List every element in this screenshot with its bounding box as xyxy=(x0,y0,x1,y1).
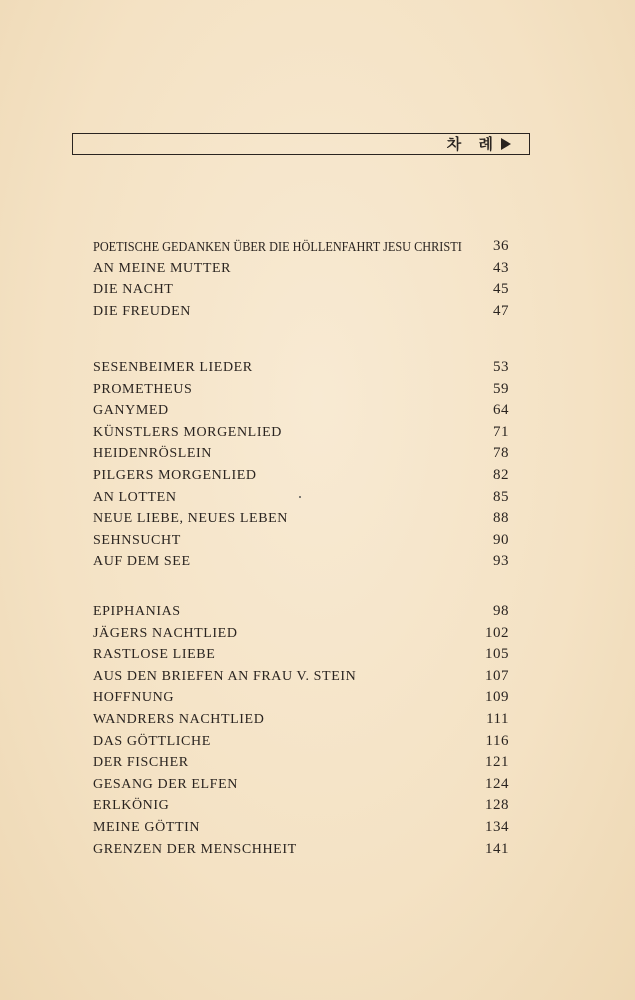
toc-entry-title: RASTLOSE LIEBE xyxy=(93,647,216,663)
toc-entry[interactable] xyxy=(93,465,509,487)
paper-speck xyxy=(299,496,301,498)
toc-entry-title: AN MEINE MUTTER xyxy=(93,260,232,276)
toc-entry-title: POETISCHE GEDANKEN ÜBER DIE HÖLLENFAHRT JESU CHRISTI xyxy=(93,239,462,254)
toc-entry-page: 124 xyxy=(485,775,509,792)
toc-entry-title: SESENBEIMER LIEDER xyxy=(93,360,253,375)
toc-entry-title: HEIDENRÖSLEIN xyxy=(93,446,213,462)
toc-entry-title: EPIPHANIAS xyxy=(93,604,181,619)
toc-entry-title: NEUE LIEBE, NEUES LEBEN xyxy=(93,511,288,527)
toc-entry-page: 53 xyxy=(493,359,509,375)
toc-entry-title: DIE FREUDEN xyxy=(93,303,191,319)
toc-entry-title: DER FISCHER xyxy=(93,755,189,771)
toc-entry[interactable] xyxy=(93,687,509,709)
toc-entry-title: WANDRERS NACHTLIED xyxy=(93,711,265,727)
toc-entry[interactable] xyxy=(93,666,509,688)
toc-entry-page: 47 xyxy=(493,302,509,319)
toc-entry-title: GESANG DER ELFEN xyxy=(93,776,238,792)
toc-entry[interactable] xyxy=(93,623,509,645)
toc-entry-page: 45 xyxy=(493,281,509,298)
toc-entry[interactable] xyxy=(93,508,509,530)
toc-entry-page: 59 xyxy=(493,380,509,397)
toc-entry-page: 111 xyxy=(486,710,509,727)
contents-header xyxy=(447,134,511,154)
toc-entry-title: GANYMED xyxy=(93,403,169,419)
toc-entry[interactable] xyxy=(93,487,509,509)
toc-entry-title: DIE NACHT xyxy=(93,282,174,298)
toc-entry[interactable] xyxy=(93,279,509,301)
toc-entry[interactable] xyxy=(93,379,509,401)
toc-entry-page: 88 xyxy=(493,510,509,527)
toc-entry-page: 93 xyxy=(493,553,509,570)
toc-entry-title: PROMETHEUS xyxy=(93,381,193,397)
toc-entry[interactable] xyxy=(93,709,509,731)
toc-entry-page: 98 xyxy=(493,603,509,619)
toc-entry[interactable] xyxy=(93,422,509,444)
toc-entry-title: KÜNSTLERS MORGENLIED xyxy=(93,424,282,440)
toc-group-2 xyxy=(93,357,509,573)
toc-entry-page: 82 xyxy=(493,466,509,483)
toc-entry-title: MEINE GÖTTIN xyxy=(93,819,201,835)
toc-entry-title: ERLKÖNIG xyxy=(93,798,170,814)
toc-entry-title: AUF DEM SEE xyxy=(93,554,191,570)
toc-entry-title: SEHNSUCHT xyxy=(93,532,181,548)
toc-entry-page: 36 xyxy=(493,238,509,254)
toc-entry[interactable] xyxy=(93,551,509,573)
toc-entry-page: 128 xyxy=(485,797,509,814)
toc-entry[interactable] xyxy=(93,644,509,666)
toc-group-1 xyxy=(93,236,509,322)
toc-entry[interactable] xyxy=(93,443,509,465)
toc-group-3 xyxy=(93,601,509,860)
toc-entry[interactable] xyxy=(93,752,509,774)
toc-entry[interactable] xyxy=(93,817,509,839)
toc-entry-page: 71 xyxy=(493,423,509,440)
toc-entry[interactable] xyxy=(93,774,509,796)
toc-entry[interactable] xyxy=(93,236,509,258)
toc-entry-page: 121 xyxy=(485,754,509,771)
triangle-arrow-icon xyxy=(501,138,511,150)
toc-entry-page: 107 xyxy=(485,667,509,684)
toc-entry[interactable] xyxy=(93,795,509,817)
toc-entry[interactable] xyxy=(93,731,509,753)
toc-entry-page: 116 xyxy=(485,732,509,749)
toc-entry[interactable] xyxy=(93,400,509,422)
toc-entry-page: 134 xyxy=(485,818,509,835)
toc-entry-page: 78 xyxy=(493,445,509,462)
toc-entry[interactable] xyxy=(93,601,509,623)
contents-title: 차 례 xyxy=(446,135,499,153)
toc-entry-page: 85 xyxy=(493,488,509,505)
toc-entry-title: GRENZEN DER MENSCHHEIT xyxy=(93,841,297,857)
toc-entry[interactable] xyxy=(93,258,509,280)
contents-header-box xyxy=(72,133,530,155)
toc-entry-page: 109 xyxy=(485,689,509,706)
toc-entry[interactable] xyxy=(93,357,509,379)
toc-entry-page: 141 xyxy=(485,840,509,857)
toc-entry-title: HOFFNUNG xyxy=(93,690,175,706)
toc-entry-page: 64 xyxy=(493,402,509,419)
toc-entry-title: AN LOTTEN xyxy=(93,489,177,505)
toc-entry[interactable] xyxy=(93,530,509,552)
toc-entry[interactable] xyxy=(93,301,509,323)
toc-entry-title: DAS GÖTTLICHE xyxy=(93,733,211,749)
toc-entry-title: PILGERS MORGENLIED xyxy=(93,467,257,483)
toc-entry-page: 90 xyxy=(493,531,509,548)
toc-entry-title: JÄGERS NACHTLIED xyxy=(93,625,238,641)
toc-entry-page: 43 xyxy=(493,259,509,276)
toc-entry[interactable] xyxy=(93,839,509,861)
toc-entry-title: AUS DEN BRIEFEN AN FRAU V. STEIN xyxy=(93,668,357,684)
toc-entry-page: 102 xyxy=(485,624,509,641)
toc-entry-page: 105 xyxy=(485,646,509,663)
